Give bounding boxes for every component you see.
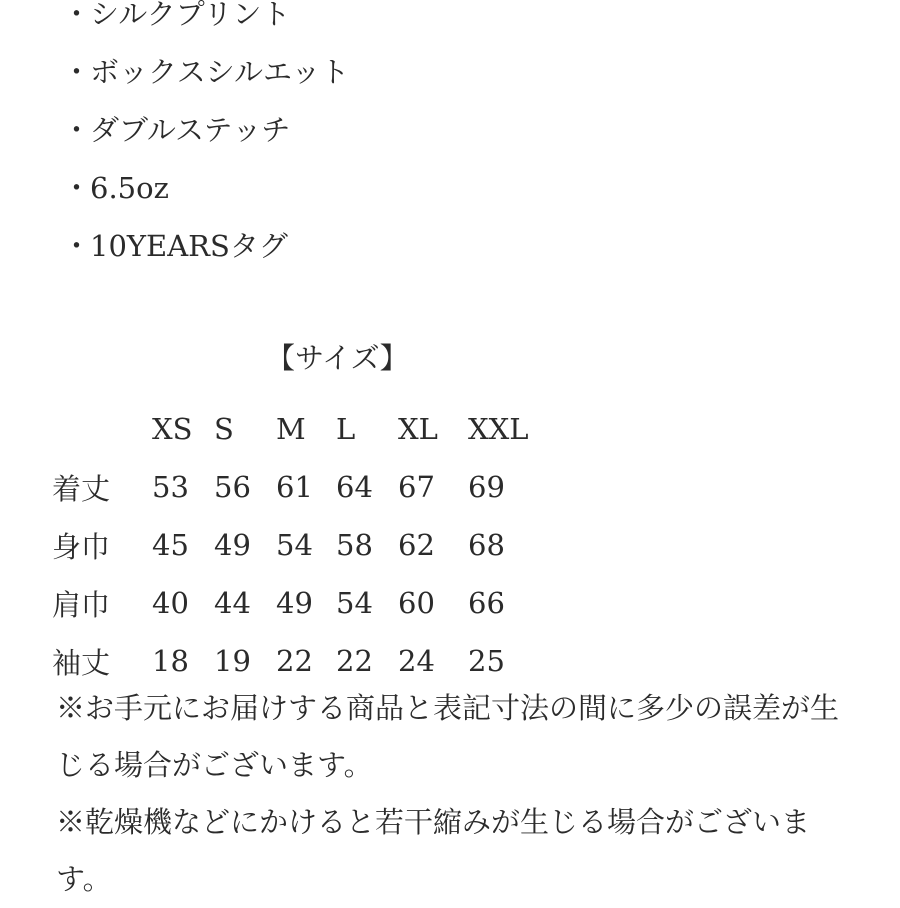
feature-item: [62, 0, 349, 56]
feature-text: ダブルステッチ: [90, 113, 291, 147]
measurement-value: 69: [468, 470, 505, 504]
size-column-header: XXL: [468, 412, 529, 446]
measurement-value: 58: [336, 528, 373, 562]
measurement-value: 44: [214, 586, 251, 620]
measurement-label: 袖丈: [52, 645, 111, 680]
feature-text: ボックスシルエット: [90, 55, 350, 89]
size-column-header: XS: [152, 412, 193, 446]
measurement-label: 身巾: [52, 529, 111, 564]
measurement-value: 61: [276, 470, 313, 504]
size-column-header: XL: [398, 412, 438, 446]
size-section-heading: 【サイズ】: [266, 341, 409, 375]
size-column-header: S: [214, 412, 234, 446]
measurement-value: 24: [398, 644, 435, 678]
bullet-mark: ・: [62, 113, 92, 147]
feature-item: [62, 172, 349, 230]
measurement-value: 25: [468, 644, 505, 678]
bullet-mark: ・: [62, 171, 92, 205]
measurement-value: 62: [398, 528, 435, 562]
size-row: [52, 574, 548, 632]
bullet-mark: ・: [62, 55, 92, 89]
feature-list: [62, 0, 349, 288]
feature-text: 10YEARSタグ: [90, 229, 288, 263]
measurement-value: 49: [276, 586, 313, 620]
feature-text: シルクプリント: [90, 0, 291, 31]
size-table: [52, 400, 548, 690]
measurement-value: 56: [214, 470, 251, 504]
measurement-value: 64: [336, 470, 373, 504]
feature-text: 6.5oz: [90, 171, 169, 205]
measurement-value: 18: [152, 644, 189, 678]
bullet-mark: ・: [62, 229, 92, 263]
note-dryer-shrinkage: ※乾燥機などにかけると若干縮みが生じる場合がございます。: [56, 805, 811, 896]
size-row: [52, 458, 548, 516]
feature-item: [62, 56, 349, 114]
notes-section: [56, 680, 856, 908]
measurement-value: 19: [214, 644, 251, 678]
measurement-value: 40: [152, 586, 189, 620]
size-column-header: M: [276, 412, 306, 446]
size-column-header: L: [336, 412, 356, 446]
feature-item: [62, 114, 349, 172]
measurement-value: 45: [152, 528, 189, 562]
measurement-value: 22: [336, 644, 373, 678]
measurement-label: 肩巾: [52, 587, 111, 622]
corner-cell: [52, 400, 152, 458]
note-measurement-tolerance: ※お手元にお届けする商品と表記寸法の間に多少の誤差が生じる場合がございます。: [56, 691, 840, 782]
measurement-value: 67: [398, 470, 435, 504]
bullet-mark: ・: [62, 0, 92, 31]
measurement-value: 53: [152, 470, 189, 504]
measurement-value: 66: [468, 586, 505, 620]
measurement-value: 54: [276, 528, 313, 562]
measurement-value: 49: [214, 528, 251, 562]
measurement-value: 60: [398, 586, 435, 620]
feature-item: [62, 230, 349, 288]
measurement-value: 22: [276, 644, 313, 678]
size-row: [52, 516, 548, 574]
size-header-row: [52, 400, 548, 458]
measurement-value: 54: [336, 586, 373, 620]
measurement-label: 着丈: [52, 471, 111, 506]
measurement-value: 68: [468, 528, 505, 562]
